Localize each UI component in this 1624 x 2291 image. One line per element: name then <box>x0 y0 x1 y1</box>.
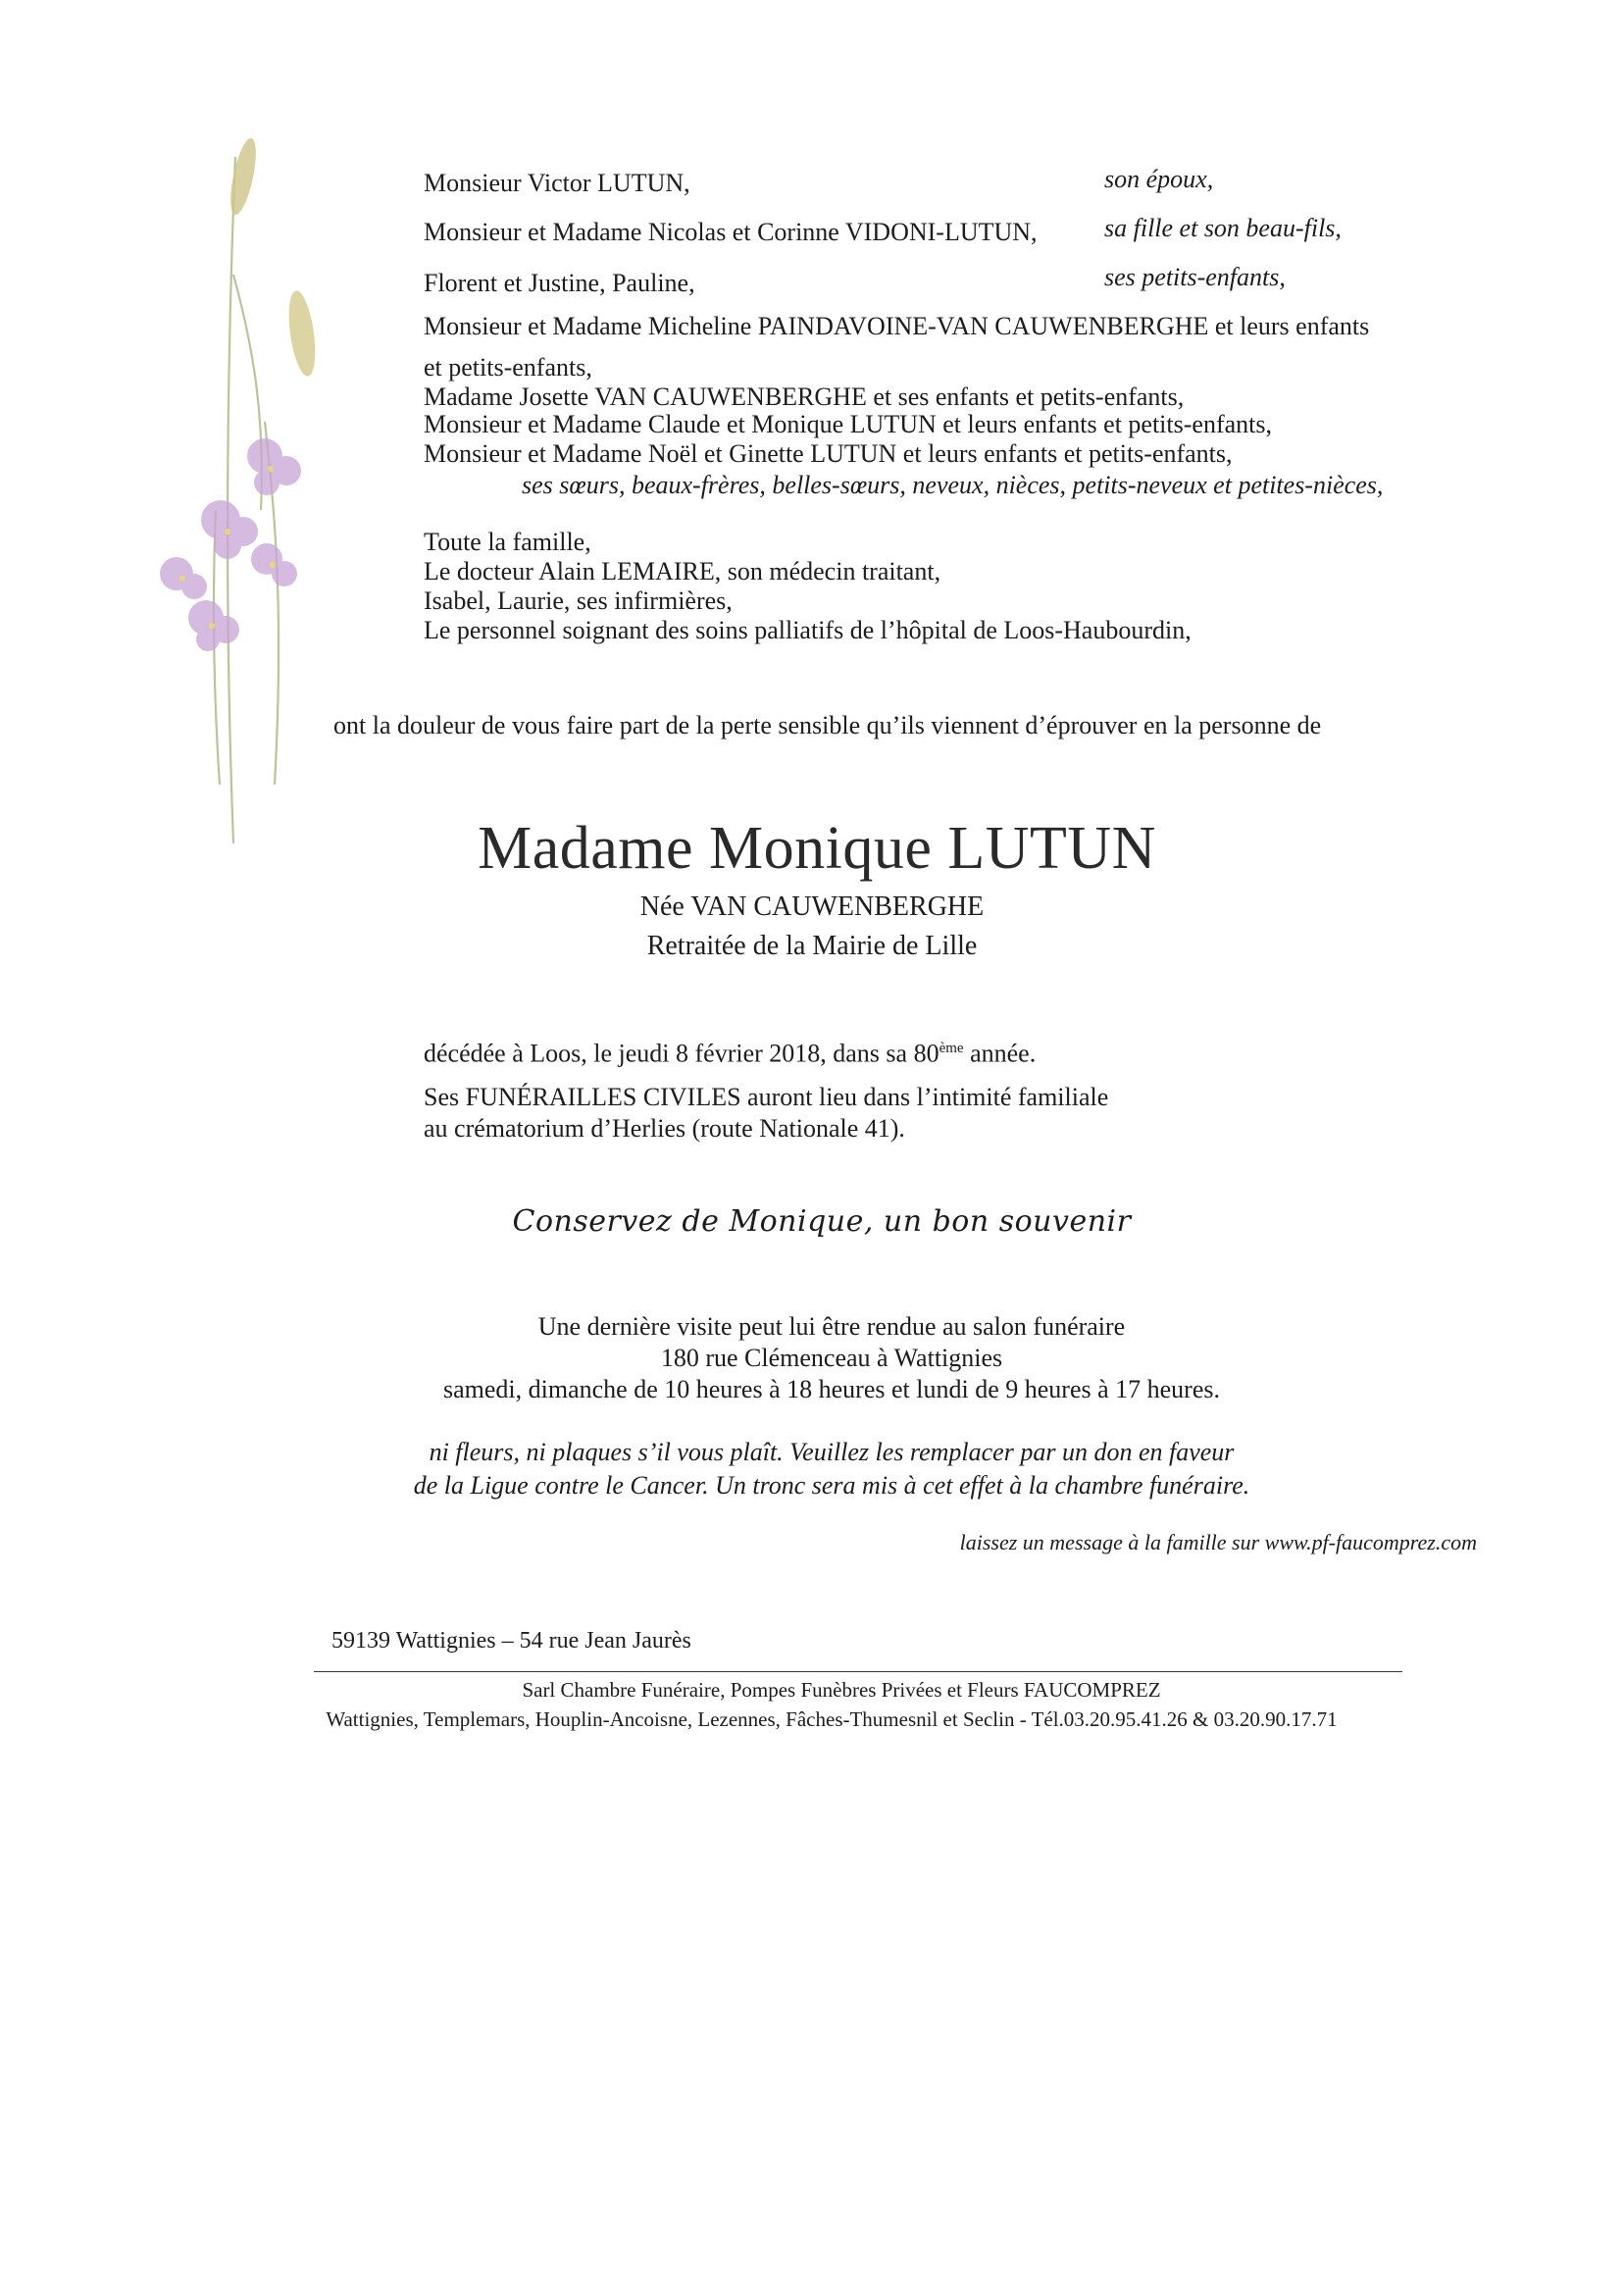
footer-rule <box>314 1671 1402 1672</box>
flowers-note-line-1: ni fleurs, ni plaques s’il vous plaît. Veuillez les remplacer par un don en faveur <box>429 1438 1235 1466</box>
flowers-note-line-2: de la Ligue contre le Cancer. Un tronc sera mis à cet effet à la chambre funéraire. <box>413 1471 1250 1500</box>
family-block-line-2: et petits-enfants, <box>424 353 592 382</box>
visit-line-1: Une dernière visite peut lui être rendue au salon funéraire <box>537 1312 1126 1341</box>
family-block-line-5: Monsieur et Madame Noël et Ginette LUTUN et leurs enfants et petits-enfants, <box>424 439 1233 468</box>
others-line-2: Le docteur Alain LEMAIRE, son médecin traitant, <box>424 557 941 585</box>
death-text-end: année. <box>963 1039 1037 1068</box>
family-name-row-3: Florent et Justine, Pauline, <box>424 269 695 297</box>
visit-line-2: 180 rue Clémenceau à Wattignies <box>660 1344 1003 1372</box>
family-name-row-2: Monsieur et Madame Nicolas et Corinne VIDONI-LUTUN, <box>424 218 1038 246</box>
wheat-and-violets-illustration <box>118 98 333 843</box>
family-block-line-1: Monsieur et Madame Micheline PAINDAVOINE-VAN CAUWENBERGHE et leurs enfants <box>424 312 1370 340</box>
footer-company: Sarl Chambre Funéraire, Pompes Funèbres Privées et Fleurs FAUCOMPREZ <box>522 1678 1161 1702</box>
others-line-4: Le personnel soignant des soins palliatifs de l’hôpital de Loos-Haubourdin, <box>424 616 1192 644</box>
family-block-line-4: Monsieur et Madame Claude et Monique LUTUN et leurs enfants et petits-enfants, <box>424 410 1272 438</box>
family-relation-row-1: son époux, <box>1104 165 1214 193</box>
deceased-birth-name: Née VAN CAUWENBERGHE <box>639 891 985 922</box>
footer-locations: Wattignies, Templemars, Houplin-Ancoisne, Lezennes, Fâches-Thumesnil et Seclin - Tél.03.20.95.41.26 & 03.20.90.17.71 <box>326 1707 1338 1731</box>
death-details <box>424 1034 1036 1069</box>
announcement-text: ont la douleur de vous faire part de la perte sensible qu’ils viennent d’éprouver en la personne de <box>333 711 1322 739</box>
remembrance-text: Conservez de Monique, un bon souvenir <box>512 1204 1132 1239</box>
family-block-line-3: Madame Josette VAN CAUWENBERGHE et ses enfants et petits-enfants, <box>424 382 1185 411</box>
family-name-row-1: Monsieur Victor LUTUN, <box>424 169 690 197</box>
address: 59139 Wattignies – 54 rue Jean Jaurès <box>331 1628 691 1654</box>
death-text: décédée à Loos, le jeudi 8 février 2018, dans sa 80 <box>424 1039 939 1068</box>
deceased-occupation: Retraitée de la Mairie de Lille <box>646 931 978 961</box>
deceased-name: Madame Monique LUTUN <box>478 815 1156 882</box>
visit-line-3: samedi, dimanche de 10 heures à 18 heures et lundi de 9 heures à 17 heures. <box>442 1375 1220 1403</box>
funeral-line-1: Ses FUNÉRAILLES CIVILES auront lieu dans l’intimité familiale <box>424 1083 1109 1111</box>
funeral-line-2: au crématorium d’Herlies (route Nationale 41). <box>424 1114 905 1143</box>
family-relation-row-2: sa fille et son beau-fils, <box>1104 214 1342 242</box>
others-line-1: Toute la famille, <box>424 528 591 556</box>
message-website: laissez un message à la famille sur www.pf-faucomprez.com <box>959 1530 1477 1554</box>
death-superscript: ème <box>939 1041 964 1056</box>
family-relation-row-3: ses petits-enfants, <box>1104 263 1286 291</box>
others-line-3: Isabel, Laurie, ses infirmières, <box>424 586 733 615</box>
family-block-relation: ses sœurs, beaux-frères, belles-sœurs, neveux, nièces, petits-neveux et petites-nièces, <box>522 471 1384 499</box>
